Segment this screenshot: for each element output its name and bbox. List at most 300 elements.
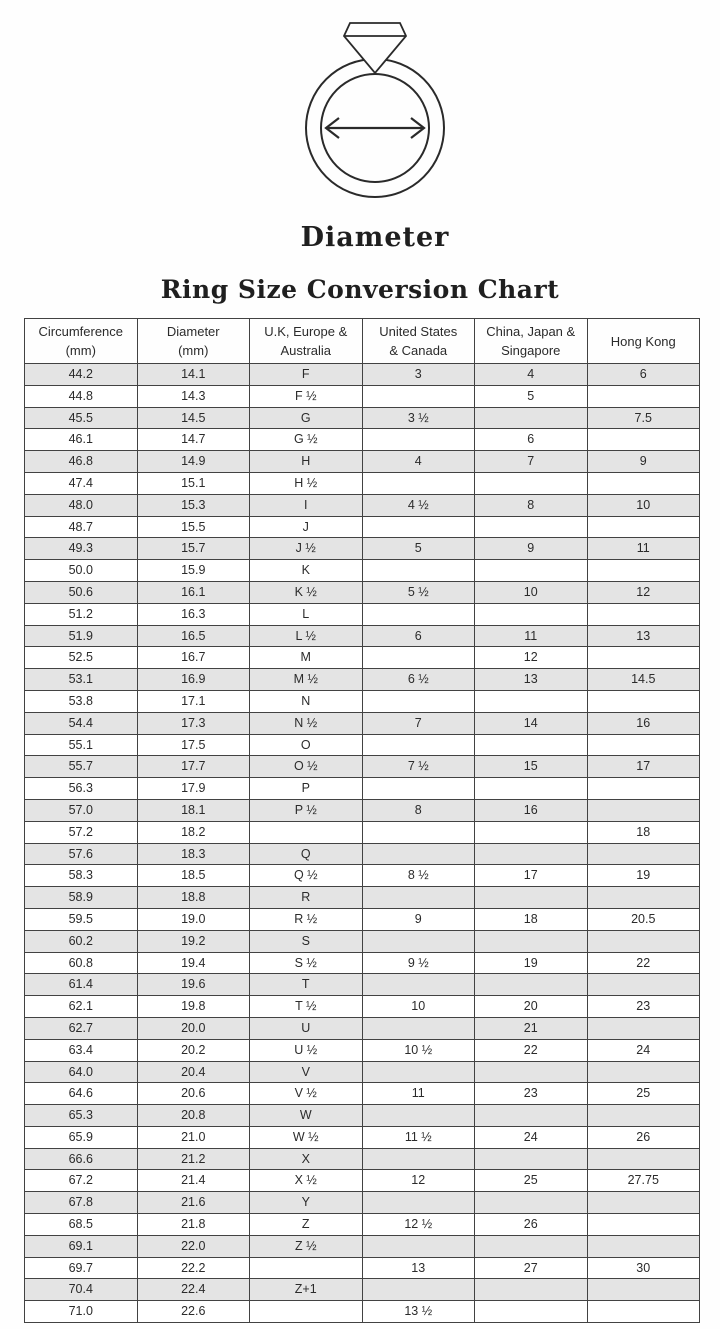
table-cell: 64.0: [25, 1061, 138, 1083]
table-row: [25, 1192, 700, 1214]
table-cell: [475, 887, 588, 909]
table-cell: Z+1: [250, 1279, 363, 1301]
table-cell: 13: [475, 669, 588, 691]
table-cell: H: [250, 451, 363, 473]
table-cell: N: [250, 690, 363, 712]
table-cell: [362, 1061, 475, 1083]
table-cell: 56.3: [25, 778, 138, 800]
table-cell: [362, 734, 475, 756]
table-cell: [362, 1279, 475, 1301]
table-cell: 13: [587, 625, 700, 647]
table-cell: 17.9: [137, 778, 250, 800]
table-cell: 20.6: [137, 1083, 250, 1105]
table-row: [25, 647, 700, 669]
table-cell: R: [250, 887, 363, 909]
table-cell: [362, 1235, 475, 1257]
col-header-us-canada: United States & Canada: [362, 319, 475, 364]
table-cell: J: [250, 516, 363, 538]
table-cell: 24: [475, 1126, 588, 1148]
table-cell: 15.7: [137, 538, 250, 560]
table-cell: [475, 778, 588, 800]
table-row: [25, 364, 700, 386]
table-row: [25, 669, 700, 691]
table-cell: M ½: [250, 669, 363, 691]
table-row: [25, 451, 700, 473]
table-cell: 50.6: [25, 581, 138, 603]
table-row: [25, 952, 700, 974]
table-cell: T: [250, 974, 363, 996]
table-cell: G ½: [250, 429, 363, 451]
table-cell: O: [250, 734, 363, 756]
table-cell: [587, 799, 700, 821]
table-cell: [587, 1061, 700, 1083]
table-cell: [475, 930, 588, 952]
diameter-arrow-icon: [326, 118, 424, 138]
table-cell: [475, 1148, 588, 1170]
table-row: [25, 778, 700, 800]
table-cell: [587, 385, 700, 407]
table-row: [25, 494, 700, 516]
table-cell: 8: [475, 494, 588, 516]
table-cell: [250, 821, 363, 843]
table-row: [25, 1301, 700, 1323]
table-row: [25, 1083, 700, 1105]
table-cell: W ½: [250, 1126, 363, 1148]
table-cell: [475, 603, 588, 625]
table-cell: 27.75: [587, 1170, 700, 1192]
table-cell: 17.3: [137, 712, 250, 734]
table-cell: P ½: [250, 799, 363, 821]
col-header-china-japan-singapore: China, Japan & Singapore: [475, 319, 588, 364]
table-cell: L ½: [250, 625, 363, 647]
table-cell: [587, 1301, 700, 1323]
table-cell: 53.1: [25, 669, 138, 691]
table-cell: 22: [587, 952, 700, 974]
table-cell: 17.5: [137, 734, 250, 756]
table-cell: [587, 603, 700, 625]
table-cell: 46.1: [25, 429, 138, 451]
table-row: [25, 1235, 700, 1257]
table-cell: [587, 1105, 700, 1127]
table-cell: 69.7: [25, 1257, 138, 1279]
table-cell: 15.9: [137, 560, 250, 582]
table-cell: 63.4: [25, 1039, 138, 1061]
table-cell: 10: [475, 581, 588, 603]
table-cell: 71.0: [25, 1301, 138, 1323]
table-cell: 22: [475, 1039, 588, 1061]
table-cell: 14.5: [137, 407, 250, 429]
table-row: [25, 429, 700, 451]
table-row: [25, 560, 700, 582]
table-cell: [362, 429, 475, 451]
table-cell: 6: [362, 625, 475, 647]
ring-size-conversion-table: [24, 318, 700, 1323]
table-row: [25, 1126, 700, 1148]
table-cell: 25: [475, 1170, 588, 1192]
table-cell: [362, 1192, 475, 1214]
table-cell: [587, 1017, 700, 1039]
table-cell: 64.6: [25, 1083, 138, 1105]
table-cell: [250, 1301, 363, 1323]
table-cell: [587, 930, 700, 952]
table-cell: [362, 930, 475, 952]
table-cell: 18: [475, 908, 588, 930]
table-cell: 4: [475, 364, 588, 386]
table-cell: 19.6: [137, 974, 250, 996]
table-cell: 14.7: [137, 429, 250, 451]
table-cell: [475, 1279, 588, 1301]
table-cell: 20.4: [137, 1061, 250, 1083]
table-cell: 55.1: [25, 734, 138, 756]
table-cell: 25: [587, 1083, 700, 1105]
table-cell: 7.5: [587, 407, 700, 429]
table-cell: H ½: [250, 472, 363, 494]
table-cell: F ½: [250, 385, 363, 407]
table-cell: 3 ½: [362, 407, 475, 429]
table-cell: [475, 821, 588, 843]
table-cell: [362, 887, 475, 909]
table-cell: 19: [475, 952, 588, 974]
table-row: [25, 887, 700, 909]
table-cell: 17.1: [137, 690, 250, 712]
table-row: [25, 756, 700, 778]
table-cell: [475, 974, 588, 996]
col-header-circumference: Circumference (mm): [25, 319, 138, 364]
table-cell: [475, 560, 588, 582]
table-cell: 52.5: [25, 647, 138, 669]
table-cell: V ½: [250, 1083, 363, 1105]
table-cell: 20: [475, 996, 588, 1018]
table-cell: 21.6: [137, 1192, 250, 1214]
table-cell: [362, 647, 475, 669]
table-cell: 15.1: [137, 472, 250, 494]
table-cell: 14.1: [137, 364, 250, 386]
table-cell: [587, 778, 700, 800]
table-cell: 53.8: [25, 690, 138, 712]
table-cell: Y: [250, 1192, 363, 1214]
table-cell: 19: [587, 865, 700, 887]
table-cell: 66.6: [25, 1148, 138, 1170]
table-cell: [362, 1148, 475, 1170]
table-cell: 19.4: [137, 952, 250, 974]
table-cell: 8: [362, 799, 475, 821]
table-cell: 20.8: [137, 1105, 250, 1127]
table-cell: Z ½: [250, 1235, 363, 1257]
table-cell: 57.2: [25, 821, 138, 843]
table-cell: 24: [587, 1039, 700, 1061]
table-cell: 45.5: [25, 407, 138, 429]
table-cell: 10: [362, 996, 475, 1018]
table-cell: M: [250, 647, 363, 669]
table-cell: 57.0: [25, 799, 138, 821]
table-cell: 65.3: [25, 1105, 138, 1127]
table-cell: 44.8: [25, 385, 138, 407]
table-cell: 7: [475, 451, 588, 473]
table-cell: [587, 843, 700, 865]
table-cell: [475, 1105, 588, 1127]
table-cell: [587, 887, 700, 909]
table-cell: 16.9: [137, 669, 250, 691]
table-cell: [362, 472, 475, 494]
table-cell: 5: [362, 538, 475, 560]
table-row: [25, 1279, 700, 1301]
table-cell: 10: [587, 494, 700, 516]
table-cell: 11: [587, 538, 700, 560]
table-cell: [587, 560, 700, 582]
table-cell: 6: [475, 429, 588, 451]
table-cell: [362, 690, 475, 712]
table-cell: Z: [250, 1214, 363, 1236]
table-cell: 7: [362, 712, 475, 734]
table-cell: [587, 690, 700, 712]
table-cell: 13 ½: [362, 1301, 475, 1323]
table-cell: 12: [362, 1170, 475, 1192]
table-cell: [475, 1061, 588, 1083]
table-cell: 62.1: [25, 996, 138, 1018]
table-cell: 17.7: [137, 756, 250, 778]
table-header: [25, 319, 700, 364]
table-cell: 57.6: [25, 843, 138, 865]
table-cell: 9 ½: [362, 952, 475, 974]
table-cell: 22.6: [137, 1301, 250, 1323]
table-cell: [250, 1257, 363, 1279]
table-cell: P: [250, 778, 363, 800]
table-cell: 21: [475, 1017, 588, 1039]
table-cell: [475, 1235, 588, 1257]
table-cell: 19.0: [137, 908, 250, 930]
table-cell: R ½: [250, 908, 363, 930]
table-cell: 68.5: [25, 1214, 138, 1236]
table-cell: [587, 472, 700, 494]
table-cell: [475, 407, 588, 429]
table-cell: [475, 843, 588, 865]
header-row: [25, 319, 700, 364]
table-row: [25, 1061, 700, 1083]
table-cell: 21.0: [137, 1126, 250, 1148]
ring-diameter-icon: [300, 6, 450, 206]
table-cell: K ½: [250, 581, 363, 603]
table-cell: 67.2: [25, 1170, 138, 1192]
table-row: [25, 625, 700, 647]
table-cell: 14.3: [137, 385, 250, 407]
table-cell: 17: [475, 865, 588, 887]
table-cell: 47.4: [25, 472, 138, 494]
table-cell: [587, 1214, 700, 1236]
col-header-uk-europe-australia: U.K, Europe & Australia: [250, 319, 363, 364]
table-cell: 48.0: [25, 494, 138, 516]
table-cell: L: [250, 603, 363, 625]
table-cell: I: [250, 494, 363, 516]
table-cell: F: [250, 364, 363, 386]
table-cell: 7 ½: [362, 756, 475, 778]
table-cell: [587, 429, 700, 451]
table-cell: J ½: [250, 538, 363, 560]
table-cell: [362, 1105, 475, 1127]
table-cell: 22.2: [137, 1257, 250, 1279]
table-cell: [475, 516, 588, 538]
table-cell: 16.7: [137, 647, 250, 669]
table-cell: 58.9: [25, 887, 138, 909]
table-row: [25, 908, 700, 930]
table-cell: 13: [362, 1257, 475, 1279]
table-cell: 18.2: [137, 821, 250, 843]
table-row: [25, 1214, 700, 1236]
table-cell: 16.1: [137, 581, 250, 603]
table-cell: 16.5: [137, 625, 250, 647]
page-title: Ring Size Conversion Chart: [160, 275, 560, 304]
table-cell: 49.3: [25, 538, 138, 560]
table-cell: 18.5: [137, 865, 250, 887]
table-cell: 14.9: [137, 451, 250, 473]
table-cell: 6 ½: [362, 669, 475, 691]
table-cell: 20.2: [137, 1039, 250, 1061]
table-cell: [362, 385, 475, 407]
table-cell: U: [250, 1017, 363, 1039]
table-cell: 21.4: [137, 1170, 250, 1192]
table-cell: 15.5: [137, 516, 250, 538]
table-row: [25, 538, 700, 560]
table-cell: 15.3: [137, 494, 250, 516]
table-cell: U ½: [250, 1039, 363, 1061]
table-row: [25, 865, 700, 887]
table-cell: [362, 603, 475, 625]
table-row: [25, 603, 700, 625]
table-cell: [362, 1017, 475, 1039]
table-cell: 51.2: [25, 603, 138, 625]
table-cell: 5 ½: [362, 581, 475, 603]
table-cell: [587, 647, 700, 669]
table-cell: [362, 843, 475, 865]
table-cell: 16: [587, 712, 700, 734]
table-row: [25, 1039, 700, 1061]
table-cell: 19.2: [137, 930, 250, 952]
table-cell: 12: [587, 581, 700, 603]
table-cell: G: [250, 407, 363, 429]
table-row: [25, 385, 700, 407]
table-cell: 11: [475, 625, 588, 647]
table-cell: [475, 1301, 588, 1323]
table-cell: [475, 734, 588, 756]
table-cell: 23: [587, 996, 700, 1018]
conversion-table-body: [25, 364, 700, 1323]
table-cell: Q: [250, 843, 363, 865]
table-row: [25, 974, 700, 996]
table-cell: 17: [587, 756, 700, 778]
table-cell: [587, 1279, 700, 1301]
table-cell: 18.3: [137, 843, 250, 865]
table-cell: [587, 974, 700, 996]
table-cell: S: [250, 930, 363, 952]
table-cell: 4: [362, 451, 475, 473]
table-cell: 9: [587, 451, 700, 473]
table-row: [25, 407, 700, 429]
table-cell: 14.5: [587, 669, 700, 691]
table-cell: K: [250, 560, 363, 582]
table-cell: 62.7: [25, 1017, 138, 1039]
table-cell: W: [250, 1105, 363, 1127]
table-cell: 14: [475, 712, 588, 734]
table-cell: 18.8: [137, 887, 250, 909]
table-row: [25, 712, 700, 734]
col-header-diameter: Diameter (mm): [137, 319, 250, 364]
diameter-caption: Diameter: [300, 222, 450, 253]
table-row: [25, 581, 700, 603]
table-cell: 48.7: [25, 516, 138, 538]
table-row: [25, 516, 700, 538]
table-cell: 21.8: [137, 1214, 250, 1236]
table-cell: 60.8: [25, 952, 138, 974]
col-header-hong-kong: Hong Kong: [587, 319, 700, 364]
table-cell: X ½: [250, 1170, 363, 1192]
table-cell: 69.1: [25, 1235, 138, 1257]
table-cell: [362, 974, 475, 996]
table-cell: 20.5: [587, 908, 700, 930]
table-cell: 23: [475, 1083, 588, 1105]
table-cell: [362, 778, 475, 800]
table-cell: 12: [475, 647, 588, 669]
table-cell: 6: [587, 364, 700, 386]
table-cell: 5: [475, 385, 588, 407]
table-cell: 44.2: [25, 364, 138, 386]
table-row: [25, 799, 700, 821]
table-cell: 16.3: [137, 603, 250, 625]
table-cell: 59.5: [25, 908, 138, 930]
table-cell: [587, 1148, 700, 1170]
table-cell: [587, 1192, 700, 1214]
table-cell: 51.9: [25, 625, 138, 647]
table-cell: 54.4: [25, 712, 138, 734]
table-cell: 55.7: [25, 756, 138, 778]
table-row: [25, 734, 700, 756]
table-cell: V: [250, 1061, 363, 1083]
table-row: [25, 1170, 700, 1192]
table-cell: [362, 560, 475, 582]
table-cell: 61.4: [25, 974, 138, 996]
table-cell: X: [250, 1148, 363, 1170]
table-cell: 20.0: [137, 1017, 250, 1039]
table-cell: N ½: [250, 712, 363, 734]
table-cell: 50.0: [25, 560, 138, 582]
table-cell: O ½: [250, 756, 363, 778]
table-cell: 22.4: [137, 1279, 250, 1301]
table-cell: 8 ½: [362, 865, 475, 887]
table-cell: 58.3: [25, 865, 138, 887]
table-row: [25, 930, 700, 952]
table-cell: [587, 1235, 700, 1257]
table-row: [25, 1257, 700, 1279]
diamond-icon: [344, 23, 406, 73]
table-cell: [362, 516, 475, 538]
table-cell: 67.8: [25, 1192, 138, 1214]
table-row: [25, 1105, 700, 1127]
table-row: [25, 996, 700, 1018]
table-cell: [475, 472, 588, 494]
table-cell: 27: [475, 1257, 588, 1279]
table-cell: 21.2: [137, 1148, 250, 1170]
table-cell: T ½: [250, 996, 363, 1018]
table-row: [25, 1148, 700, 1170]
table-cell: 22.0: [137, 1235, 250, 1257]
table-cell: 12 ½: [362, 1214, 475, 1236]
table-cell: 60.2: [25, 930, 138, 952]
table-cell: 18: [587, 821, 700, 843]
ring-figure: [0, 0, 720, 206]
table-cell: [587, 516, 700, 538]
table-cell: 11: [362, 1083, 475, 1105]
table-cell: 11 ½: [362, 1126, 475, 1148]
table-cell: [475, 690, 588, 712]
table-row: [25, 472, 700, 494]
